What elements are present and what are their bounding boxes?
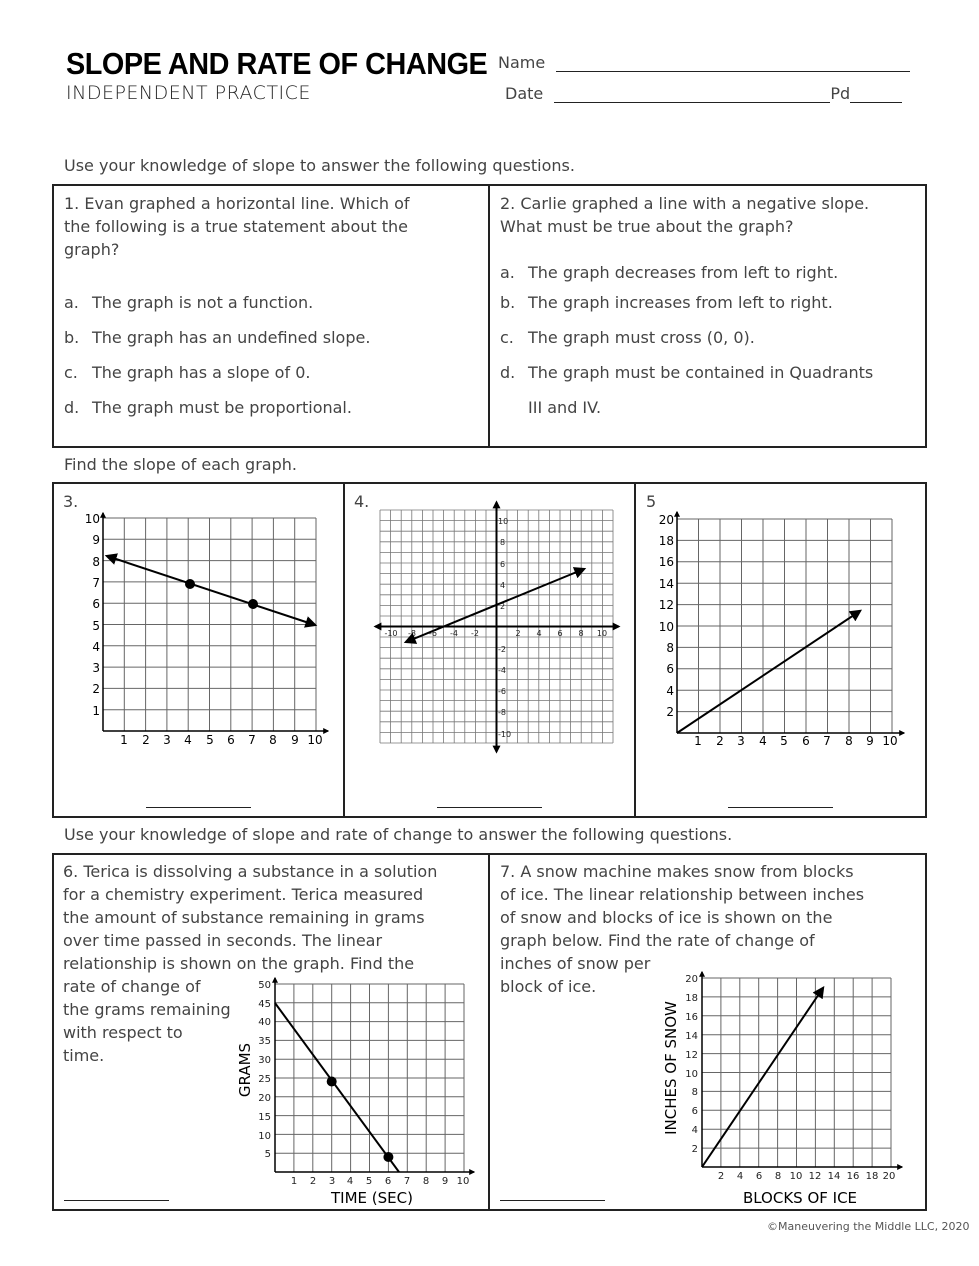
svg-text:15: 15 (258, 1112, 271, 1123)
svg-text:10: 10 (789, 1171, 803, 1182)
svg-text:-8: -8 (498, 708, 506, 717)
svg-text:9: 9 (866, 734, 874, 748)
svg-text:40: 40 (258, 1017, 271, 1028)
svg-text:16: 16 (658, 555, 674, 569)
q7-x-axis-label: BLOCKS OF ICE (742, 1189, 858, 1207)
svg-text:10: 10 (882, 734, 898, 748)
svg-text:7: 7 (403, 1176, 411, 1187)
svg-text:4: 4 (759, 734, 767, 748)
svg-text:7: 7 (248, 733, 256, 747)
section3-instruction: Use your knowledge of slope and rate of change to answer the following questions. (64, 825, 733, 844)
worksheet-subtitle: INDEPENDENT PRACTICE (66, 82, 311, 104)
question-6-prompt: 6. Terica is dissolving a substance in a solution for a chemistry experiment. Terica measured the amount of substance remaining in grams over time passed in seconds. The linear relationship is shown on the graph. Find the rate of change of the grams remaining with respect to time. (63, 862, 438, 1065)
svg-text:1: 1 (694, 734, 702, 748)
svg-text:14: 14 (685, 1031, 698, 1042)
svg-text:20: 20 (658, 513, 674, 527)
svg-text:30: 30 (258, 1055, 271, 1066)
svg-text:6: 6 (227, 733, 235, 747)
svg-text:9: 9 (291, 733, 299, 747)
svg-text:8: 8 (269, 733, 277, 747)
svg-text:8: 8 (92, 555, 100, 569)
svg-text:10: 10 (258, 1131, 271, 1142)
svg-text:10: 10 (596, 629, 608, 638)
q2-option-a[interactable]: a. The graph decreases from left to right. (500, 263, 839, 282)
svg-text:6: 6 (666, 662, 674, 676)
q3-number: 3. (63, 492, 79, 511)
svg-text:25: 25 (258, 1074, 271, 1085)
date-label: Date (505, 84, 544, 103)
svg-text:4: 4 (184, 733, 192, 747)
svg-text:-2: -2 (471, 629, 479, 638)
svg-text:18: 18 (658, 534, 674, 548)
svg-text:4: 4 (500, 581, 506, 590)
svg-text:3: 3 (328, 1176, 336, 1187)
svg-text:-8: -8 (408, 629, 416, 638)
svg-text:20: 20 (685, 974, 698, 985)
question-2-prompt: 2. Carlie graphed a line with a negative slope. What must be true about the graph? (500, 194, 870, 236)
svg-text:2: 2 (500, 602, 506, 611)
q1-option-c[interactable]: c. The graph has a slope of 0. (64, 363, 311, 382)
svg-text:-2: -2 (498, 645, 506, 654)
q7-answer-blank[interactable] (500, 1200, 605, 1201)
svg-text:8: 8 (666, 641, 674, 655)
svg-text:8: 8 (422, 1176, 430, 1187)
svg-text:3: 3 (92, 661, 100, 675)
svg-text:2: 2 (691, 1144, 698, 1155)
svg-text:6: 6 (802, 734, 810, 748)
section2-instruction: Find the slope of each graph. (64, 455, 297, 474)
svg-text:35: 35 (258, 1036, 271, 1047)
svg-text:12: 12 (808, 1171, 822, 1182)
svg-text:16: 16 (846, 1171, 860, 1182)
svg-text:10: 10 (307, 733, 323, 747)
graph-3 (85, 512, 328, 747)
svg-text:20: 20 (258, 1093, 271, 1104)
q5-number: 5 (646, 492, 657, 511)
svg-text:10: 10 (84, 512, 100, 526)
svg-text:10: 10 (498, 517, 509, 526)
svg-text:6: 6 (755, 1171, 763, 1182)
svg-text:2: 2 (515, 629, 521, 638)
svg-text:4: 4 (666, 684, 674, 698)
svg-text:14: 14 (658, 577, 674, 591)
svg-text:4: 4 (346, 1176, 354, 1187)
svg-text:2: 2 (92, 682, 100, 696)
svg-text:2: 2 (716, 734, 724, 748)
svg-text:3: 3 (737, 734, 745, 748)
svg-text:1: 1 (290, 1176, 298, 1187)
svg-text:2: 2 (666, 705, 674, 719)
svg-text:2: 2 (717, 1171, 725, 1182)
svg-text:10: 10 (685, 1069, 698, 1080)
q1-option-d[interactable]: d. The graph must be proportional. (64, 398, 352, 417)
q2-option-c[interactable]: c. The graph must cross (0, 0). (500, 328, 755, 347)
svg-text:10: 10 (658, 620, 674, 634)
q2-option-d-continued: III and IV. (528, 398, 602, 417)
svg-text:6: 6 (92, 597, 100, 611)
svg-text:1: 1 (120, 733, 128, 747)
svg-text:50: 50 (258, 980, 271, 991)
svg-text:18: 18 (685, 993, 698, 1004)
svg-text:8: 8 (578, 629, 584, 638)
svg-text:6: 6 (500, 560, 506, 569)
svg-text:10: 10 (456, 1176, 470, 1187)
svg-text:-4: -4 (498, 666, 506, 675)
graph-5 (659, 512, 904, 748)
svg-text:2: 2 (309, 1176, 317, 1187)
svg-text:20: 20 (882, 1171, 896, 1182)
svg-text:5: 5 (206, 733, 214, 747)
svg-text:5: 5 (780, 734, 788, 748)
q6-x-axis-label: TIME (SEC) (331, 1189, 413, 1207)
graph-4 (375, 502, 619, 752)
svg-text:6: 6 (384, 1176, 392, 1187)
svg-text:-10: -10 (498, 730, 512, 739)
svg-text:4: 4 (536, 629, 542, 638)
svg-text:6: 6 (691, 1106, 698, 1117)
q1-option-a[interactable]: a. The graph is not a function. (64, 293, 314, 312)
svg-text:-6: -6 (498, 687, 506, 696)
q7-y-axis-label: INCHES OF SNOW (662, 1001, 680, 1135)
q6-y-axis-label: GRAMS (236, 1042, 254, 1098)
svg-text:-10: -10 (384, 629, 398, 638)
svg-text:8: 8 (691, 1087, 698, 1098)
svg-text:1: 1 (92, 704, 100, 718)
svg-text:8: 8 (500, 538, 506, 547)
worksheet-title: SLOPE AND RATE OF CHANGE (66, 46, 488, 81)
name-label: Name (498, 53, 546, 72)
question-1-prompt: 1. Evan graphed a horizontal line. Which of the following is a true statement about the graph? (64, 194, 410, 259)
question-7-prompt: 7. A snow machine makes snow from blocks of ice. The linear relationship between inches of snow and blocks of ice is shown on the graph below. Find the rate of change of inches of snow per block of ice. (500, 862, 865, 996)
svg-text:-6: -6 (429, 629, 437, 638)
copyright: ©Maneuvering the Middle LLC, 2020 (767, 1220, 970, 1233)
svg-text:9: 9 (441, 1176, 449, 1187)
svg-text:5: 5 (92, 619, 100, 633)
svg-text:45: 45 (258, 999, 271, 1010)
svg-text:4: 4 (736, 1171, 744, 1182)
svg-text:5: 5 (365, 1176, 373, 1187)
svg-text:5: 5 (264, 1149, 271, 1160)
q2-option-d[interactable]: d. The graph must be contained in Quadrants (500, 363, 874, 382)
svg-text:3: 3 (163, 733, 171, 747)
pd-label: Pd (830, 84, 851, 103)
svg-text:8: 8 (845, 734, 853, 748)
svg-text:18: 18 (865, 1171, 879, 1182)
svg-text:7: 7 (823, 734, 831, 748)
q2-option-b[interactable]: b. The graph increases from left to right. (500, 293, 833, 312)
svg-text:16: 16 (685, 1012, 698, 1023)
q4-number: 4. (354, 492, 370, 511)
svg-text:2: 2 (142, 733, 150, 747)
svg-text:7: 7 (92, 576, 100, 590)
svg-text:-4: -4 (450, 629, 458, 638)
svg-text:4: 4 (92, 640, 100, 654)
svg-text:8: 8 (774, 1171, 782, 1182)
svg-text:4: 4 (691, 1125, 698, 1136)
svg-text:12: 12 (658, 598, 674, 612)
svg-text:9: 9 (92, 533, 100, 547)
svg-text:6: 6 (557, 629, 563, 638)
q1-option-b[interactable]: b. The graph has an undefined slope. (64, 328, 371, 347)
q6-answer-blank[interactable] (64, 1200, 169, 1201)
section1-instruction: Use your knowledge of slope to answer the following questions. (64, 156, 575, 175)
svg-text:14: 14 (827, 1171, 841, 1182)
svg-text:12: 12 (685, 1050, 698, 1061)
